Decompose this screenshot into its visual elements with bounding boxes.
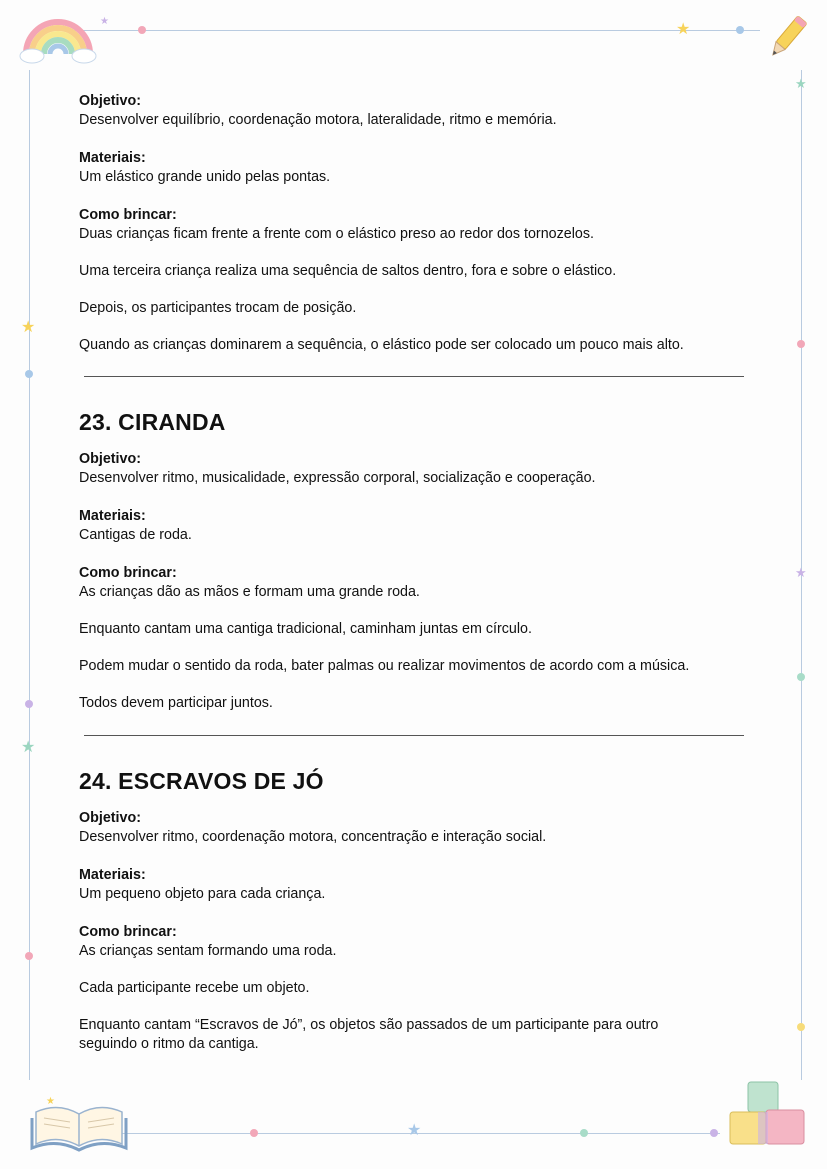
border-dot [797, 1023, 805, 1031]
section-elastico [79, 92, 749, 355]
instruction-paragraph: Todos devem participar juntos. [79, 695, 273, 711]
border-dot [736, 26, 744, 34]
instruction-paragraph: Depois, os participantes trocam de posição. [79, 300, 357, 316]
how-to-play-block [79, 564, 749, 713]
border-dot [250, 1129, 258, 1137]
materials-block [79, 866, 749, 904]
section-divider [84, 376, 744, 377]
page-content [79, 92, 749, 1072]
instruction-paragraph: Podem mudar o sentido da roda, bater palmas ou realizar movimentos de acordo com a música. [79, 658, 690, 674]
border-dot [25, 700, 33, 708]
instruction-paragraph: Quando as crianças dominarem a sequência, o elástico pode ser colocado um pouco mais alto. [79, 337, 684, 353]
pencil-icon [762, 12, 812, 64]
instruction-paragraph: Enquanto cantam “Escravos de Jó”, os objetos são passados de um participante para outro seguindo o ritmo da cantiga. [79, 1017, 659, 1052]
border-dot [25, 952, 33, 960]
materials-text: Um pequeno objeto para cada criança. [79, 886, 326, 902]
objective-block [79, 809, 749, 847]
svg-text:★: ★ [46, 1096, 55, 1107]
how-to-play-block [79, 923, 749, 1054]
star-icon: ★ [407, 1122, 422, 1139]
instruction-paragraph: Duas crianças ficam frente a frente com o elástico preso ao redor dos tornozelos. [79, 226, 594, 242]
objective-label: Objetivo: [79, 810, 141, 826]
materials-label: Materiais: [79, 508, 146, 524]
section-title: 23. CIRANDA [79, 409, 226, 435]
open-book-icon [30, 1092, 128, 1154]
section-escravos-de-jo [79, 767, 749, 1054]
border-dot [580, 1129, 588, 1137]
star-icon: ★ [795, 565, 807, 580]
section-divider [84, 735, 744, 736]
border-dot [797, 673, 805, 681]
star-icon: ★ [21, 739, 36, 756]
section-ciranda [79, 408, 749, 713]
toy-blocks-icon [728, 1078, 808, 1148]
instruction-paragraph: As crianças dão as mãos e formam uma grande roda. [79, 584, 420, 600]
border-dot [710, 1129, 718, 1137]
objective-block [79, 450, 749, 488]
materials-label: Materiais: [79, 150, 146, 166]
instruction-paragraph: Uma terceira criança realiza uma sequência de saltos dentro, fora e sobre o elástico. [79, 263, 617, 279]
materials-text: Cantigas de roda. [79, 527, 192, 543]
star-icon: ★ [795, 76, 807, 91]
how-to-play-label: Como brincar: [79, 207, 177, 223]
section-title: 24. ESCRAVOS DE JÓ [79, 768, 324, 794]
border-dot [138, 26, 146, 34]
materials-block [79, 507, 749, 545]
materials-label: Materiais: [79, 867, 146, 883]
border-left [29, 70, 30, 1080]
rainbow-icon [18, 8, 98, 68]
objective-text: Desenvolver equilíbrio, coordenação motora, lateralidade, ritmo e memória. [79, 112, 557, 128]
border-dot [25, 370, 33, 378]
instruction-paragraph: Cada participante recebe um objeto. [79, 980, 310, 996]
objective-block [79, 92, 749, 130]
how-to-play-block [79, 206, 749, 355]
objective-text: Desenvolver ritmo, coordenação motora, concentração e interação social. [79, 829, 547, 845]
border-top [60, 30, 760, 31]
border-dot [797, 340, 805, 348]
star-icon: ★ [100, 16, 109, 27]
instruction-paragraph: Enquanto cantam uma cantiga tradicional, caminham juntas em círculo. [79, 621, 532, 637]
how-to-play-label: Como brincar: [79, 924, 177, 940]
materials-block [79, 149, 749, 187]
objective-text: Desenvolver ritmo, musicalidade, expressão corporal, socialização e cooperação. [79, 470, 596, 486]
instruction-paragraph: As crianças sentam formando uma roda. [79, 943, 337, 959]
objective-label: Objetivo: [79, 93, 141, 109]
how-to-play-label: Como brincar: [79, 565, 177, 581]
materials-text: Um elástico grande unido pelas pontas. [79, 169, 331, 185]
star-icon: ★ [676, 21, 691, 38]
star-icon: ★ [21, 319, 36, 336]
objective-label: Objetivo: [79, 451, 141, 467]
